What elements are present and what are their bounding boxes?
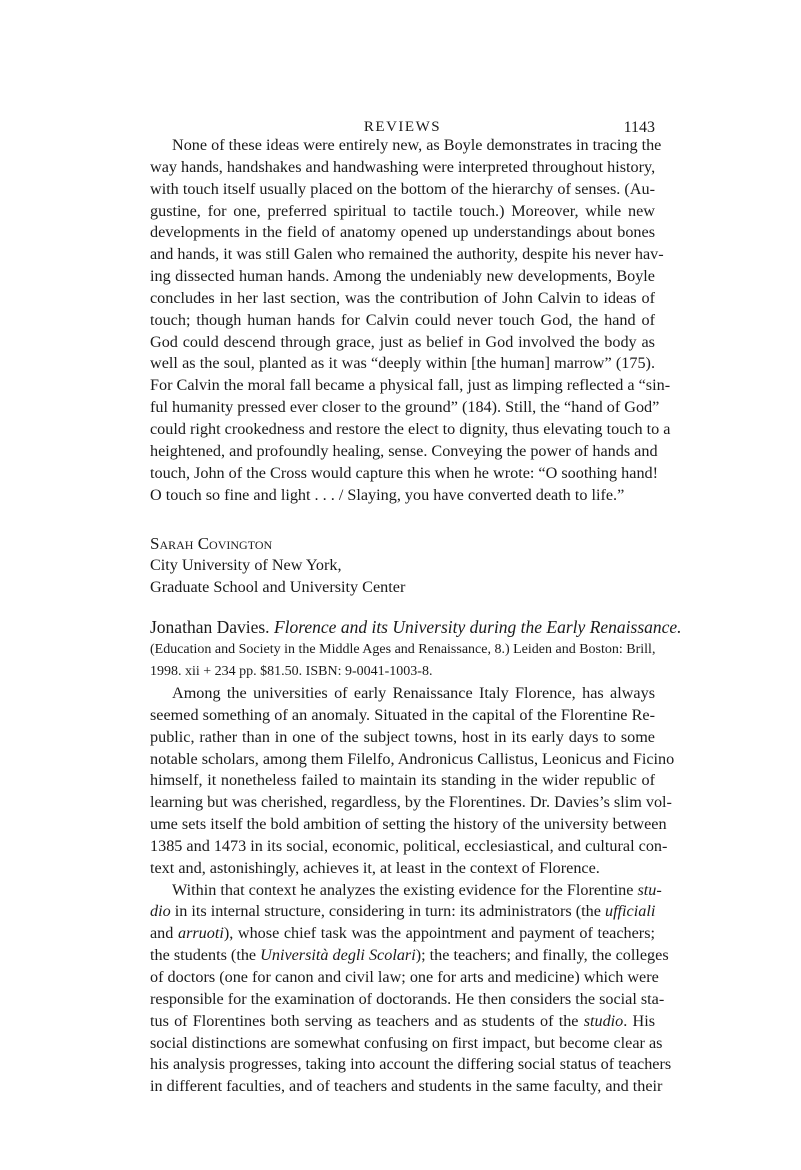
text-line [150, 770, 655, 792]
text-span: and [150, 924, 178, 943]
text-span: None of these ideas were entirely new, as Boyle demonstrates in tracing the [172, 136, 662, 154]
text-span: 1385 and 1473 in its social, economic, political, ecclesiastical, and cultural con- [150, 836, 668, 855]
reviewer-affiliation: Graduate School and University Center [150, 577, 406, 596]
text-span: ing dissected human hands. Among the undeniably new developments, Boyle [150, 267, 655, 286]
text-line [150, 705, 655, 727]
text-line [150, 967, 659, 989]
text-line [150, 989, 665, 1011]
review-1-signature [150, 533, 655, 599]
text-span: well as the soul, planted as it was “deeply within [the human] marrow” (175). [150, 354, 655, 373]
text-span: O touch so fine and light . . . / Slaying, you have converted death to life.” [150, 485, 625, 504]
text-span: God could descend through grace, just as belief in God involved the body as [150, 332, 655, 351]
text-line [150, 441, 658, 463]
review-2-body [150, 683, 675, 1098]
text-span: social distinctions are somewhat confusing on first impact, but become clear as [150, 1033, 663, 1052]
italic-text: studio [583, 1011, 624, 1030]
text-span: text and, astonishingly, achieves it, at least in the context of Florence. [150, 858, 600, 877]
text-span: (Education and Society in the Middle Ages and Renaissance, 8.) Leiden and Boston: Brill, [150, 641, 656, 657]
text-line [150, 683, 655, 705]
text-line [150, 419, 671, 441]
text-span: in its internal structure, considering in turn: its administrators (the [170, 902, 605, 921]
text-span: with touch itself usually placed on the bottom of the hierarchy of senses. (Au- [150, 179, 655, 198]
text-line [150, 617, 682, 639]
text-line [150, 749, 675, 771]
text-span: the students (the [150, 946, 261, 965]
text-span: notable scholars, among them Filelfo, Andronicus Callistus, Leonicus and Ficino [150, 749, 675, 768]
text-line [150, 201, 655, 223]
italic-text: dio [150, 902, 171, 921]
italic-text: Università degli Scolari [260, 946, 416, 965]
text-span: touch, John of the Cross would capture this when he wrote: “O soothing hand! [150, 463, 659, 482]
text-span: ), whose chief task was the appointment and payment of teachers; [223, 924, 655, 943]
text-span: Jonathan Davies. [150, 617, 274, 637]
text-line [150, 288, 655, 310]
text-span: gustine, for one, preferred spiritual to tactile touch.) Moreover, while new [150, 201, 655, 220]
text-span: himself, it nonetheless failed to maintain its standing in the wider republic of [150, 771, 655, 790]
text-span: touch; though human hands for Calvin could never touch God, the hand of [150, 310, 655, 329]
text-span: Among the universities of early Renaissance Italy Florence, has always [172, 684, 655, 702]
text-span: in different faculties, and of teachers and students in the same faculty, and their [150, 1077, 663, 1096]
text-span: . His [623, 1011, 655, 1030]
text-line [150, 397, 660, 419]
text-span: his analysis progresses, taking into account the differing social status of teachers [150, 1055, 672, 1074]
italic-text: ufficiali [604, 902, 656, 921]
text-line [150, 463, 659, 485]
text-span: seemed something of an anomaly. Situated in the capital of the Florentine Re- [150, 705, 655, 724]
text-line [150, 1076, 663, 1098]
text-span: 1998. xii + 234 pp. $81.50. ISBN: 9-0041-1003-8. [150, 663, 433, 679]
text-line [150, 179, 655, 201]
running-head-title: REVIEWS [363, 119, 442, 135]
text-span: Within that context he analyzes the existing evidence for the Florentine [172, 880, 638, 899]
text-span: concludes in her last section, was the contribution of John Calvin to ideas of [150, 288, 655, 307]
text-line [150, 157, 655, 179]
text-span: heightened, and profoundly healing, sense. Conveying the power of hands and [150, 441, 658, 460]
text-span: and hands, it was still Galen who remained the authority, despite his never hav- [150, 245, 664, 264]
text-line [150, 945, 669, 967]
text-span: ume sets itself the bold ambition of setting the history of the university between [150, 815, 667, 834]
review-1-body [150, 135, 671, 506]
text-span: of doctors (one for canon and civil law; one for arts and medicine) which were [150, 967, 659, 986]
italic-text: stu- [637, 880, 662, 899]
text-line [150, 135, 662, 157]
text-line [150, 639, 655, 661]
text-line [150, 880, 662, 902]
text-line [150, 661, 655, 683]
text-line [150, 727, 655, 749]
text-span: ); the teachers; and finally, the colleges [415, 946, 669, 965]
text-line [150, 375, 671, 397]
text-line [150, 353, 655, 375]
italic-text: arruoti [177, 924, 224, 943]
review-2-heading [150, 617, 682, 683]
reviewer-affiliation: City University of New York, [150, 555, 342, 574]
text-line [150, 266, 655, 288]
text-span: developments in the field of anatomy opened up understandings about bones [150, 223, 655, 242]
text-line [150, 836, 668, 858]
text-line [150, 244, 664, 266]
text-line [150, 858, 655, 880]
text-line [150, 814, 667, 836]
text-span: learning but was cherished, regardless, by the Florentines. Dr. Davies’s slim vol- [150, 793, 672, 812]
italic-text: Florence and its University during the Early Renaissance. [273, 617, 682, 637]
text-line [150, 485, 655, 507]
text-span: ful humanity pressed ever closer to the ground” (184). Still, the “hand of God” [150, 398, 660, 417]
text-line [150, 1054, 672, 1076]
text-line [150, 310, 655, 332]
text-span: way hands, handshakes and handwashing were interpreted throughout history, [150, 157, 656, 176]
text-line [150, 1011, 655, 1033]
text-line [150, 332, 655, 354]
text-line [150, 901, 655, 923]
text-line [150, 923, 655, 945]
text-line [150, 792, 672, 814]
text-span: For Calvin the moral fall became a physical fall, just as limping reflected a “sin- [150, 376, 671, 395]
text-span: responsible for the examination of doctorands. He then considers the social sta- [150, 989, 665, 1008]
reviewer-name: Sarah Covington [150, 534, 273, 553]
text-line [150, 222, 655, 244]
text-span: tus of Florentines both serving as teachers and as students of the [150, 1011, 584, 1030]
text-line [150, 1033, 663, 1055]
text-span: public, rather than in one of the subject towns, host in its early days to some [150, 727, 655, 746]
text-span: could right crookedness and restore the elect to dignity, thus elevating touch to a [150, 419, 671, 438]
page-number: 1143 [623, 119, 655, 136]
